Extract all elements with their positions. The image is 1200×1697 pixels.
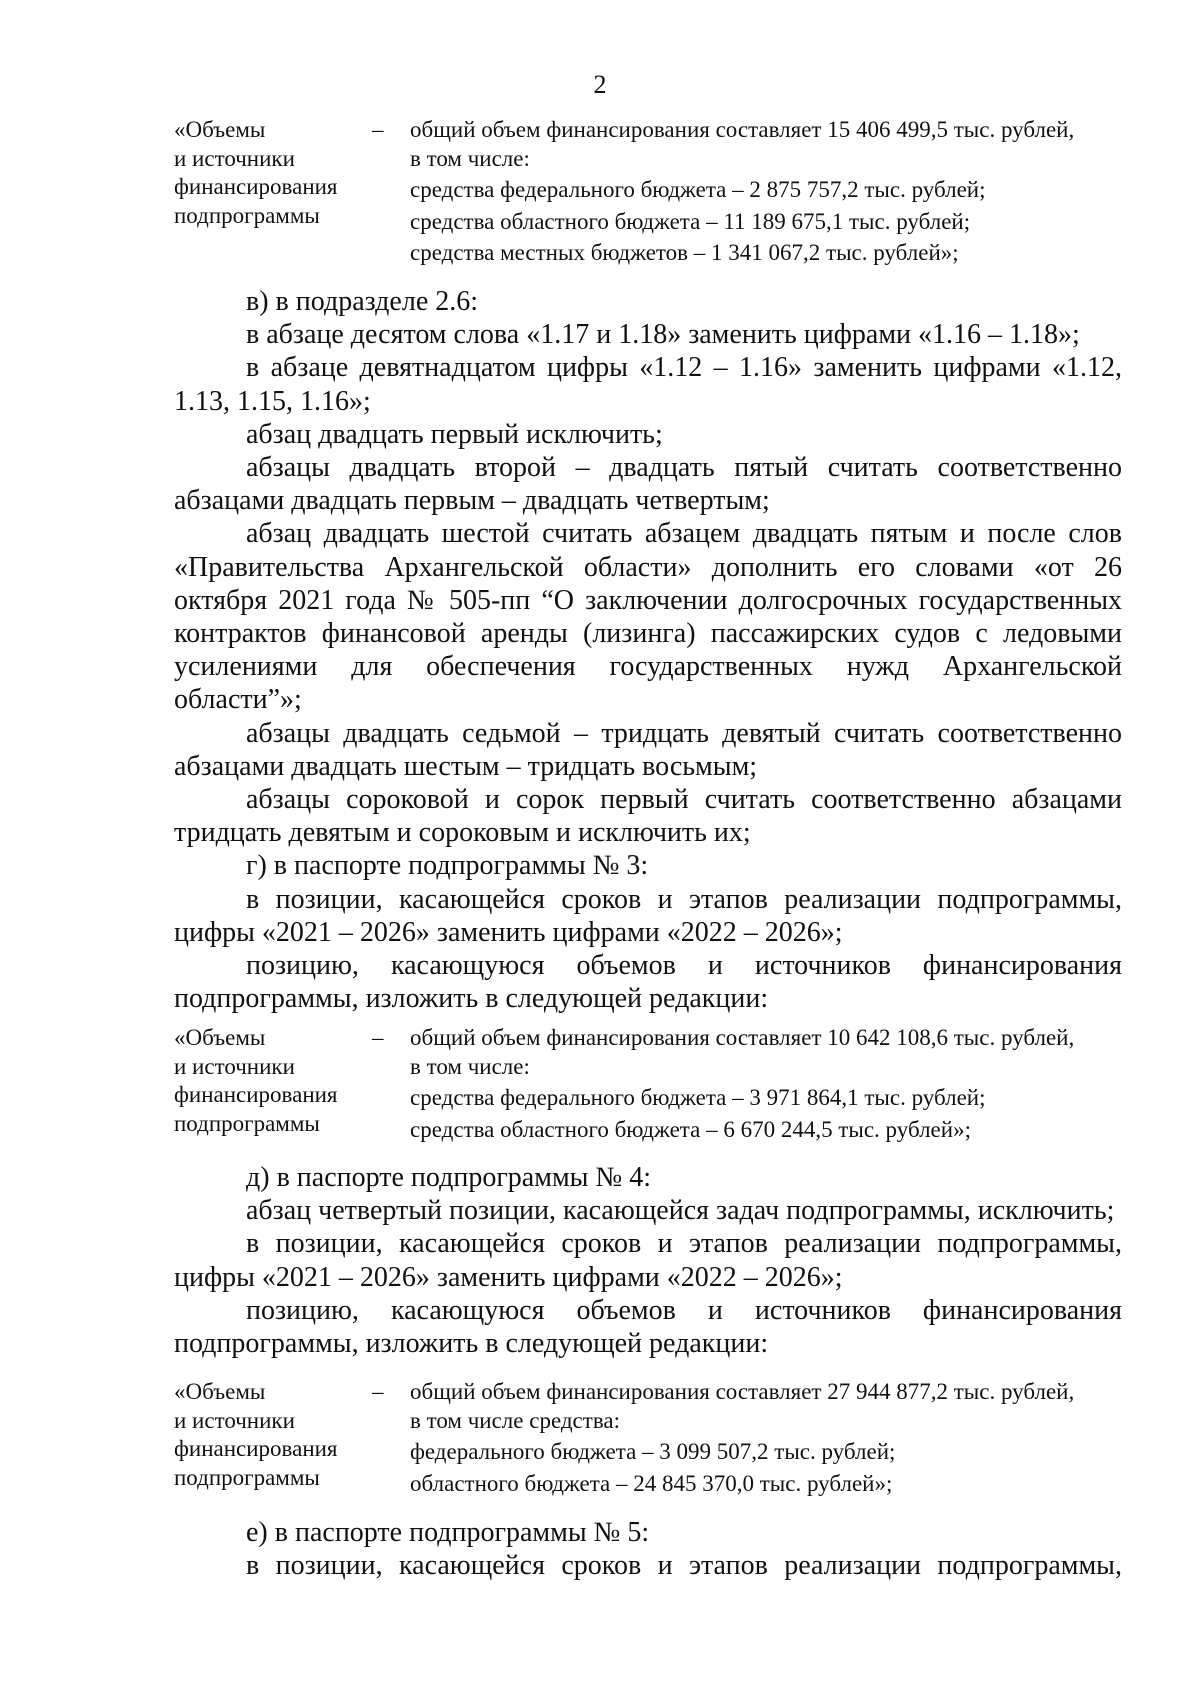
passport-content <box>410 1378 1134 1498</box>
amendment-text-1 <box>174 285 1122 1015</box>
passport-label-line: финансирования <box>174 1436 338 1461</box>
passport-content <box>410 1024 1134 1144</box>
paragraph: абзацы двадцать второй – двадцать пятый считать соответственно абзацами двадцать первым – двадцать четвертым; <box>174 452 1122 517</box>
passport-line: средства федерального бюджета – 2 875 757,2 тыс. рублей; <box>410 177 986 202</box>
paragraph: в абзаце десятом слова «1.17 и 1.18» заменить цифрами «1.16 – 1.18»; <box>246 319 1080 351</box>
passport-dash: – <box>372 1379 384 1404</box>
paragraph: в абзаце девятнадцатом цифры «1.12 – 1.16» заменить цифрами «1.12, 1.13, 1.15, 1.16»; <box>174 352 1122 417</box>
paragraph: абзацы сороковой и сорок первый считать соответственно абзацами тридцать девятым и сороковым и исключить их; <box>174 784 1122 849</box>
paragraph: позицию, касающуюся объемов и источников финансирования подпрограммы, изложить в следующей редакции: <box>174 950 1122 1015</box>
passport-line: общий объем финансирования составляет 10 642 108,6 тыс. рублей, <box>410 1025 1075 1050</box>
passport-label-line: подпрограммы <box>174 1464 320 1490</box>
passport-line: областного бюджета – 24 845 370,0 тыс. рублей»; <box>410 1470 893 1496</box>
paragraph: в позиции, касающейся сроков и этапов реализации подпрограммы, цифры «2021 – 2026» заменить цифрами «2022 – 2026»; <box>174 1228 1122 1293</box>
amendment-text-3 <box>174 1516 1122 1582</box>
passport-label <box>174 116 374 230</box>
paragraph: в позиции, касающейся сроков и этапов реализации подпрограммы, <box>246 1550 1122 1582</box>
passport-line: средства федерального бюджета – 3 971 864,1 тыс. рублей; <box>410 1085 986 1110</box>
passport-label-line: и источники <box>174 1407 295 1433</box>
passport-label-line: «Объемы <box>174 1379 266 1404</box>
paragraph: абзац четвертый позиции, касающейся задач подпрограммы, исключить; <box>246 1195 1115 1227</box>
passport-label-line: финансирования <box>174 174 338 199</box>
page-number: 2 <box>593 70 607 99</box>
paragraph: абзац двадцать первый исключить; <box>246 418 663 450</box>
passport-label-line: «Объемы <box>174 117 266 142</box>
paragraph: абзацы двадцать седьмой – тридцать девятый считать соответственно абзацами двадцать шестым – тридцать восьмым; <box>174 717 1122 782</box>
passport-label-line: и источники <box>174 145 295 171</box>
passport-line: средства местных бюджетов – 1 341 067,2 тыс. рублей»; <box>410 240 959 265</box>
passport-dash: – <box>372 117 384 142</box>
passport-label-line: подпрограммы <box>174 1110 320 1136</box>
passport-label-line: и источники <box>174 1053 295 1079</box>
passport-label-line: подпрограммы <box>174 202 320 228</box>
passport-line: в том числе: <box>410 1053 530 1079</box>
passport-line: федерального бюджета – 3 099 507,2 тыс. рублей; <box>410 1439 896 1464</box>
passport-label <box>174 1378 374 1492</box>
paragraph: позицию, касающуюся объемов и источников финансирования подпрограммы, изложить в следующей редакции: <box>174 1294 1122 1360</box>
passport-line: общий объем финансирования составляет 27 944 877,2 тыс. рублей, <box>410 1379 1075 1404</box>
passport-dash: – <box>372 1025 384 1050</box>
passport-line: общий объем финансирования составляет 15 406 499,5 тыс. рублей, <box>410 117 1075 142</box>
paragraph: в) в подразделе 2.6: <box>246 286 479 317</box>
passport-label-line: финансирования <box>174 1082 338 1107</box>
passport-label-line: «Объемы <box>174 1025 266 1050</box>
passport-line: средства областного бюджета – 11 189 675,1 тыс. рублей; <box>410 208 971 234</box>
passport-line: в том числе средства: <box>410 1407 620 1433</box>
passport-line: средства областного бюджета – 6 670 244,5 тыс. рублей»; <box>410 1116 971 1142</box>
paragraph: е) в паспорте подпрограммы № 5: <box>246 1517 650 1548</box>
passport-content <box>410 116 1134 268</box>
passport-line: в том числе: <box>410 145 530 171</box>
paragraph: г) в паспорте подпрограммы № 3: <box>246 850 649 882</box>
passport-label <box>174 1024 374 1138</box>
amendment-text-2 <box>174 1161 1122 1360</box>
paragraph: абзац двадцать шестой считать абзацем двадцать пятым и после слов «Правительства Архангельской области» дополнить его словами «от 26 октября 2021 года № 505-пп “О заключении долгосрочных государственных контрактов финансовой аренды (лизинга) пассажирских судов с ледовыми усилениями для обеспечения государственных нужд Архангельской области”»; <box>174 518 1122 716</box>
paragraph: д) в паспорте подпрограммы № 4: <box>246 1162 651 1193</box>
paragraph: в позиции, касающейся сроков и этапов реализации подпрограммы, цифры «2021 – 2026» заменить цифрами «2022 – 2026»; <box>174 883 1122 948</box>
